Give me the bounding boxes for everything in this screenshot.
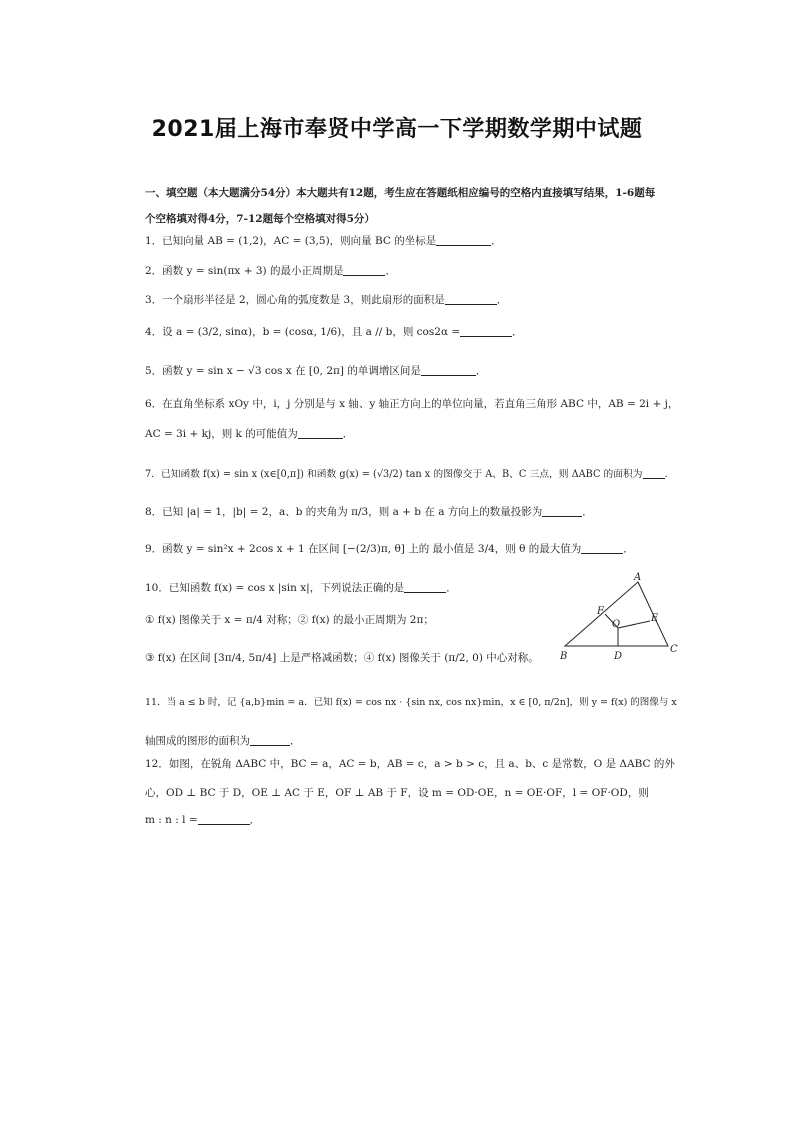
question-8: 8．已知 |a| = 1，|b| = 2，a、b 的夹角为 π/3，则 a + b 在 a 方向上的数量投影为 ． (145, 506, 593, 518)
label-a: A (634, 572, 642, 583)
question-11-line-2: 轴围成的图形的面积为 ． (145, 735, 301, 747)
question-5: 5．函数 y = sin x − √3 cos x 在 [0, 2π] 的单调增区间是 ． (145, 365, 487, 377)
question-6-line-2: AC = 3i + kj，则 k 的可能值为 ． (145, 428, 354, 440)
section-heading: 一、填空题（本大题满分54分）本大题共有12题，考生应在答题纸相应编号的空格内直接填写结果，1-6题每个空格填对得4分，7-12题每个空格填对得5分） (145, 187, 656, 225)
answer-blank[interactable] (643, 467, 665, 479)
question-4: 4．设 a = (3/2, sinα)，b = (cosα, 1/6)，且 a // b，则 cos2α = ． (145, 326, 523, 338)
question-6-line-1: 6．在直角坐标系 xOy 中，i，j 分别是与 x 轴、y 轴正方向上的单位向量，若直角三角形 ABC 中，AB = 2i + j， (145, 398, 679, 410)
question-2: 2．函数 y = sin(πx + 3) 的最小正周期是 ． (145, 265, 396, 277)
label-f: F (597, 606, 604, 617)
answer-blank[interactable] (343, 264, 385, 276)
triangle-figure (555, 572, 680, 667)
label-e: E (651, 613, 659, 624)
question-10: 10．已知函数 f(x) = cos x |sin x|，下列说法正确的是 ． (145, 582, 457, 594)
answer-blank[interactable] (298, 427, 343, 439)
question-10-option-1-2: ① f(x) 图像关于 x = π/4 对称；② f(x) 的最小正周期为 2π； (145, 614, 434, 626)
question-3: 3．一个扇形半径是 2，圆心角的弧度数是 3，则此扇形的面积是 ． (145, 294, 508, 306)
answer-blank[interactable] (581, 542, 623, 554)
answer-blank[interactable] (198, 813, 250, 825)
question-7: 7．已知函数 f(x) = sin x (x∈[0,π]) 和函数 g(x) = (√3/2) tan x 的图像交于 A、B、C 三点，则 ΔABC 的面积为 ． (145, 469, 675, 480)
label-o: O (612, 619, 621, 630)
page-title: 2021届上海市奉贤中学高一下学期数学期中试题 (151, 117, 643, 142)
answer-blank[interactable] (542, 505, 582, 517)
question-11-line-1: 11．当 a ≤ b 时，记 {a,b}min = a．已知 f(x) = cos nx · {sin nx, cos nx}min，x ∈ [0, π/2n]，则 y = f(x) 的图像与 x (145, 697, 677, 708)
answer-blank[interactable] (436, 234, 491, 246)
question-12-line-3: m : n : l = ． (145, 814, 261, 826)
label-b: B (560, 651, 568, 662)
label-d: D (614, 651, 623, 662)
question-12-line-1: 12．如图，在锐角 ΔABC 中，BC = a，AC = b，AB = c，a > b > c，且 a、b、c 是常数，O 是 ΔABC 的外 (145, 758, 675, 770)
answer-blank[interactable] (421, 364, 476, 376)
question-10-option-3-4: ③ f(x) 在区间 [3π/4, 5π/4] 上是严格减函数；④ f(x) 图像关于 (π/2, 0) 中心对称。 (145, 652, 539, 664)
answer-blank[interactable] (250, 734, 290, 746)
answer-blank[interactable] (445, 293, 497, 305)
label-c: C (670, 644, 678, 655)
answer-blank[interactable] (404, 581, 446, 593)
question-1: 1．已知向量 AB = (1,2)，AC = (3,5)，则向量 BC 的坐标是 ． (145, 235, 502, 247)
question-12-line-2: 心，OD ⊥ BC 于 D，OE ⊥ AC 于 E，OF ⊥ AB 于 F，设 m = OD·OE，n = OE·OF，l = OF·OD，则 (145, 787, 649, 799)
segment-oe (618, 621, 650, 628)
question-9: 9．函数 y = sin²x + 2cos x + 1 在区间 [−(2/3)π, θ] 上的 最小值是 3/4，则 θ 的最大值为 ． (145, 543, 634, 555)
answer-blank[interactable] (460, 325, 512, 337)
